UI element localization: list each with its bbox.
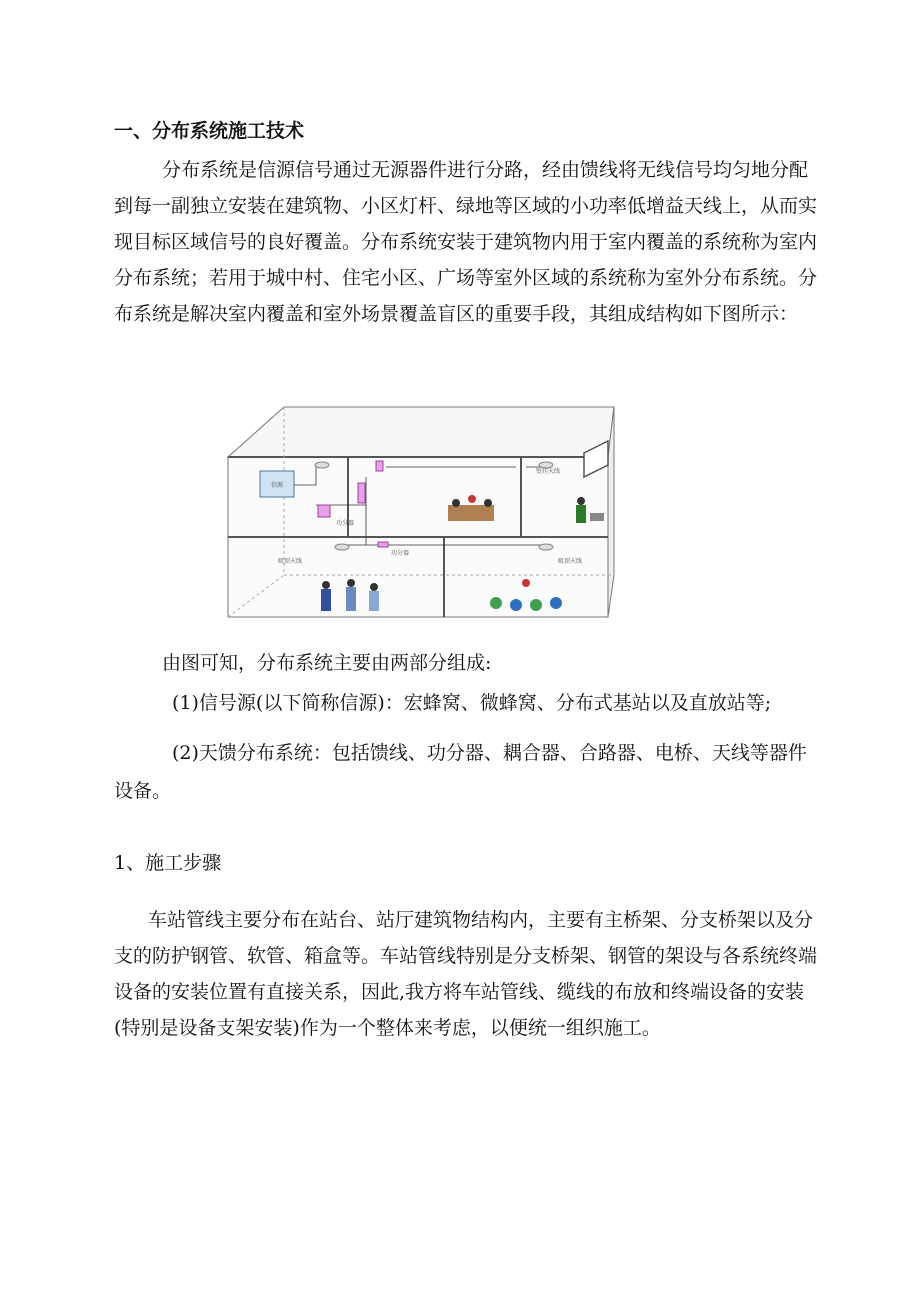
step-paragraph: 车站管线主要分布在站台、站厅建筑物结构内，主要有主桥架、分支桥架以及分支的防护钢管、软管、箱盒等。车站管线特别是分支桥架、钢管的架设与各系统终端设备的安装位置有直接关系，因此,我方将车站管线、缆线的布放和终端设备的安装(特别是设备支架安装)作为一个整体来考虑，以便统一组织施工。 [114,909,818,1039]
source-item: (1)信号源(以下简称信源)：宏蜂窝、微蜂窝、分布式基站以及直放站等; [172,692,772,714]
section-heading: 一、分布系统施工技术 [114,120,305,142]
coupler-box-low [378,542,388,547]
figure-note: 由图可知，分布系统主要由两部分组成: [162,652,492,674]
step-heading: 1、施工步骤 [114,852,222,874]
coupler-label: 功分器 [391,550,410,557]
signal-source-label: 信源 [270,482,284,489]
distribution-system-diagram [226,405,616,621]
splitter-box [318,505,330,517]
coupler-box [358,483,365,503]
antenna-system-item: (2)天馈分布系统：包括馈线、功分器、耦合器、合路器、电桥、天线等器件设备。 [114,742,807,802]
antenna-label-1: 吸顶天线 [278,558,303,565]
coupler-box-top [376,461,383,471]
intro-paragraph: 分布系统是信源信号通过无源器件进行分路，经由馈线将无线信号均匀地分配到每一副独立安装在建筑物、小区灯杆、绿地等区域的小功率低增益天线上，从而实现目标区域信号的良好覆盖。分布系统安装于建筑物内用于室内覆盖的系统称为室内分布系统；若用于城中村、住宅小区、广场等室外区域的系统称为室外分布系统。分布系统是解决室内覆盖和室外场景覆盖盲区的重要手段，其组成结构如下图所示： [114,159,818,325]
splitter-label: 功分器 [336,520,355,527]
antenna-label-4: 吸顶天线 [558,558,583,565]
antenna-label-3: 壁挂天线 [536,468,561,475]
